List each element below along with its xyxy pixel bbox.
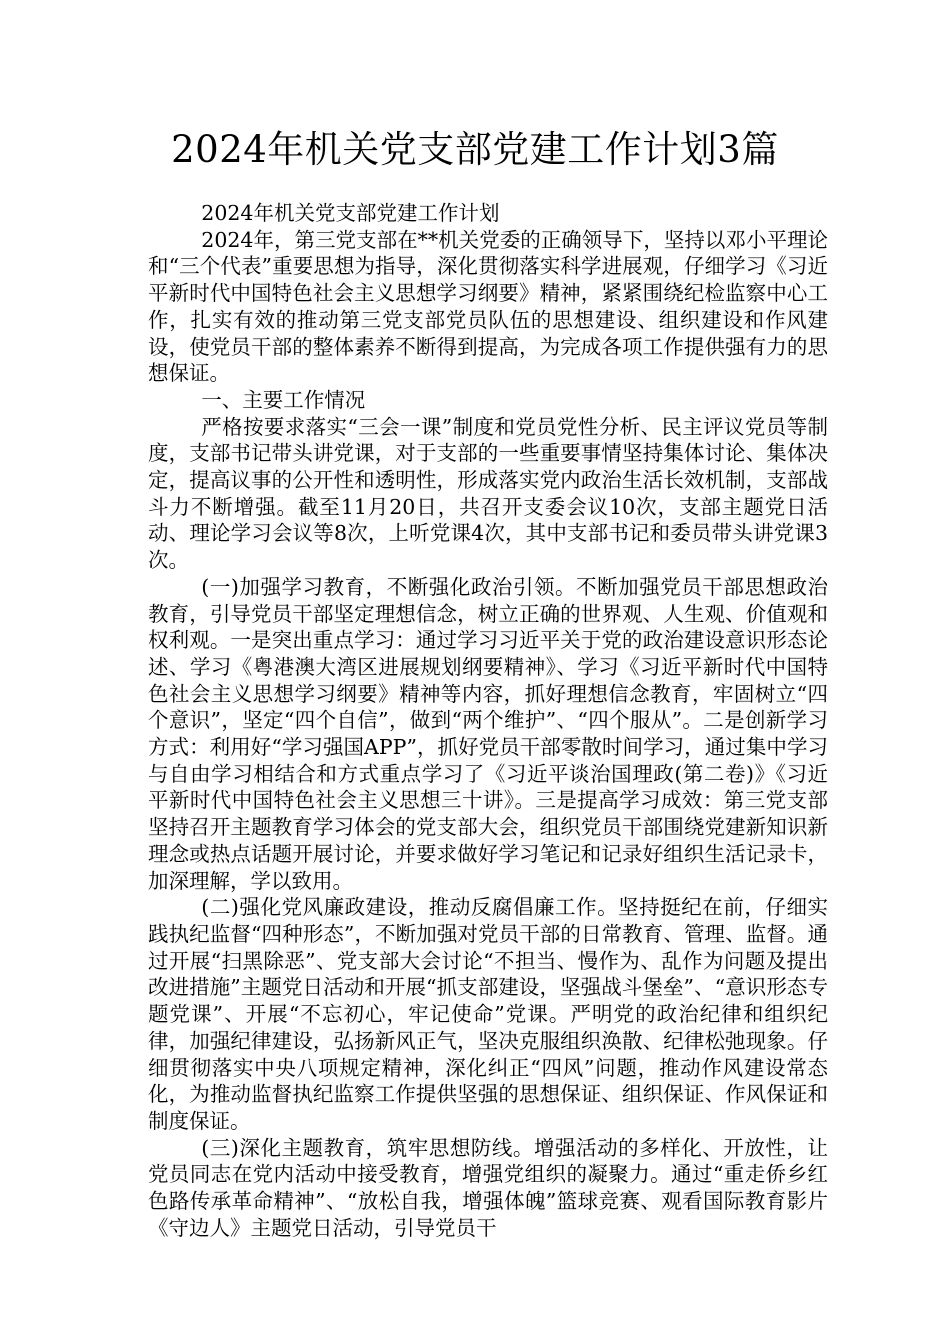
body-paragraph: 严格按要求落实“三会一课”制度和党员党性分析、民主评议党员等制度，支部书记带头讲党课，对于支部的一些重要事情坚持集体讨论、集体决定，提高议事的公开性和透明性，形成落实党内政治生活长效机制，支部战斗力不断增强。截至11月20日，共召开支委会议10次，支部主题党日活动、理论学习会议等8次，上听党课4次，其中支部书记和委员带头讲党课3次。 [148, 414, 828, 573]
intro-paragraph: 2024年，第三党支部在**机关党委的正确领导下，坚持以邓小平理论和“三个代表”重要思想为指导，深化贯彻落实科学进展观，仔细学习《习近平新时代中国特色社会主义思想学习纲要》精神，紧紧围绕纪检监察中心工作，扎实有效的推动第三党支部党员队伍的思想建设、组织建设和作风建设，使党员干部的整体素养不断得到提高，为完成各项工作提供强有力的思想保证。 [148, 227, 828, 386]
body-paragraph: (一)加强学习教育，不断强化政治引领。不断加强党员干部思想政治教育，引导党员干部坚定理想信念，树立正确的世界观、人生观、价值观和权利观。一是突出重点学习：通过学习习近平关于党的政治建设意识形态论述、学习《粤港澳大湾区进展规划纲要精神》、学习《习近平新时代中国特色社会主义思想学习纲要》精神等内容，抓好理想信念教育，牢固树立“四个意识”，坚定“四个自信”，做到“两个维护”、“四个服从”。二是创新学习方式：利用好“学习强国APP”，抓好党员干部零散时间学习，通过集中学习与自由学习相结合和方式重点学习了《习近平谈治国理政(第二卷)》《习近平新时代中国特色社会主义思想三十讲》。三是提高学习成效：第三党支部坚持召开主题教育学习体会的党支部大会，组织党员干部围绕党建新知识新理念或热点话题开展讨论，并要求做好学习笔记和记录好组织生活记录卡，加深理解，学以致用。 [148, 574, 828, 893]
document-title: 2024年机关党支部党建工作计划3篇 [171, 128, 779, 171]
body-paragraph: (二)强化党风廉政建设，推动反腐倡廉工作。坚持挺纪在前，仔细实践执纪监督“四种形态”，不断加强对党员干部的日常教育、管理、监督。通过开展“扫黑除恶”、党支部大会讨论“不担当、慢作为、乱作为问题及提出改进措施”主题党日活动和开展“抓支部建设，坚强战斗堡垒”、“意识形态专题党课”、开展“不忘初心，牢记使命”党课。严明党的政治纪律和组织纪律，加强纪律建设，弘扬新风正气，坚决克服组织涣散、纪律松弛现象。仔细贯彻落实中央八项规定精神，深化纠正“四风”问题，推动作风建设常态化，为推动监督执纪监察工作提供坚强的思想保证、组织保证、作风保证和制度保证。 [148, 895, 828, 1133]
section-heading: 一、主要工作情况 [201, 387, 366, 412]
body-paragraph: (三)深化主题教育，筑牢思想防线。增强活动的多样化、开放性，让党员同志在党内活动中接受教育，增强党组织的凝聚力。通过“重走侨乡红色路传承革命精神”、“放松自我，增强体魄”篮球竞赛、观看国际教育影片《守边人》主题党日活动，引导党员干 [148, 1135, 828, 1240]
subtitle-paragraph: 2024年机关党支部党建工作计划 [201, 201, 500, 225]
document-body [148, 200, 828, 1241]
